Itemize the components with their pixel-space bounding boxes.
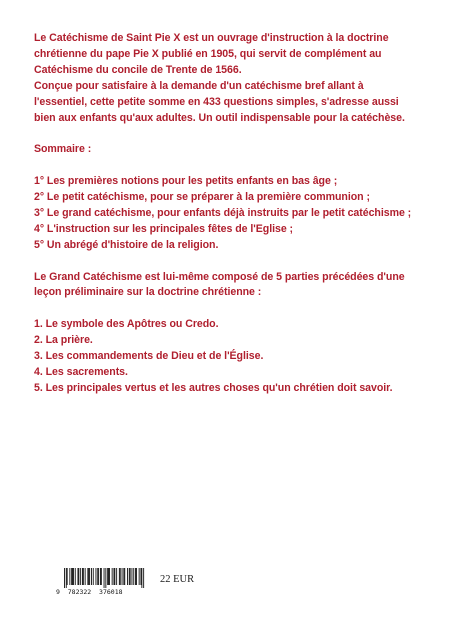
barcode-bar (72, 568, 73, 585)
barcode-bar (105, 568, 106, 588)
barcode-bar (119, 568, 120, 585)
grand-item: 3. Les commandements de Dieu et de l'Église. (34, 350, 264, 363)
sommaire-item: 1° Les premières notions pour les petits enfants en bas âge ; (34, 175, 338, 188)
grand-item: 2. La prière. (34, 334, 93, 347)
barcode-bar (123, 568, 124, 585)
barcode-bar (66, 568, 67, 588)
barcode-digits: 9 782322 376018 (56, 588, 123, 596)
barcode-bar (141, 568, 142, 588)
grand-catechisme-intro: Le Grand Catéchisme est lui-même composé de 5 parties précédées d'une leçon préliminaire sur la doctrine chrétienne : (34, 270, 405, 299)
barcode-bar (88, 568, 89, 585)
barcode-bar (132, 568, 133, 585)
barcode-bar (107, 568, 108, 585)
barcode-bar (96, 568, 97, 585)
isbn-barcode (56, 568, 156, 598)
barcode-bar (64, 568, 65, 588)
barcode-bar (82, 568, 83, 585)
barcode-bar (120, 568, 121, 585)
intro-paragraph-1: Le Catéchisme de Saint Pie X est un ouvrage d'instruction à la doctrine chrétienne du pape Pie X publié en 1905, qui servit de complément au Catéchisme du concile de Trente de 1566. (34, 32, 389, 76)
intro-paragraph-2: Conçue pour satisfaire à la demande d'un catéchisme bref allant à l'essentiel, cette petite somme en 433 questions simples, s'adresse aussi bien aux enfants qu'aux adultes. Un outil indispensable pour la catéchèse. (34, 79, 405, 124)
barcode-bar (122, 568, 123, 585)
barcode-bar (129, 568, 130, 585)
barcode-bar (133, 568, 134, 585)
grand-item: 1. Le symbole des Apôtres ou Credo. (34, 318, 219, 331)
spacer (34, 254, 419, 270)
barcode-bar (75, 568, 76, 585)
barcode-bar (83, 568, 84, 585)
barcode-bar (139, 568, 140, 585)
barcode-bar (85, 568, 86, 585)
barcode-bar (136, 568, 137, 585)
barcode-bar (87, 568, 88, 585)
grand-item: 5. Les principales vertus et les autres choses qu'un chrétien doit savoir. (34, 381, 393, 394)
description-text (34, 31, 419, 397)
barcode-bar (67, 568, 68, 585)
sommaire-item: 3° Le grand catéchisme, pour enfants déjà instruits par le petit catéchisme ; (34, 206, 412, 219)
spacer (34, 158, 419, 174)
barcode-bar (80, 568, 81, 585)
barcode-bar (98, 568, 99, 585)
barcode-bar (91, 568, 92, 585)
barcode-bar (108, 568, 109, 585)
barcode-bar (114, 568, 115, 585)
barcode-bar (100, 568, 101, 585)
barcode-bar (141, 568, 142, 585)
barcode-bar (78, 568, 79, 585)
barcode-bar (73, 568, 74, 585)
barcode-bar (101, 568, 102, 585)
barcode-bars (56, 568, 146, 588)
barcode-bar (109, 568, 110, 585)
barcode-bar (71, 568, 72, 585)
spacer (34, 126, 419, 142)
price-label: 22 EUR (160, 574, 195, 585)
barcode-bar (130, 568, 131, 585)
barcode-bar (89, 568, 90, 585)
barcode-bar (112, 568, 113, 585)
barcode-bar (69, 568, 70, 585)
barcode-bar (116, 568, 117, 585)
grand-item: 4. Les sacrements. (34, 365, 128, 378)
barcode-bar (143, 568, 144, 588)
spacer (34, 301, 419, 317)
sommaire-heading: Sommaire : (34, 143, 92, 156)
sommaire-item: 5° Un abrégé d'histoire de la religion. (34, 238, 219, 251)
barcode-bar (135, 568, 136, 585)
barcode-bar (114, 568, 115, 585)
sommaire-item: 4° L'instruction sur les principales fêtes de l'Eglise ; (34, 222, 294, 235)
barcode-bar (93, 568, 94, 585)
barcode-bar (124, 568, 125, 585)
barcode-bar (127, 568, 128, 585)
barcode-bar (104, 568, 105, 588)
barcode-bar (78, 568, 79, 585)
barcode-bar (97, 568, 98, 585)
sommaire-item: 2° Le petit catéchisme, pour se préparer à la première communion ; (34, 191, 370, 204)
